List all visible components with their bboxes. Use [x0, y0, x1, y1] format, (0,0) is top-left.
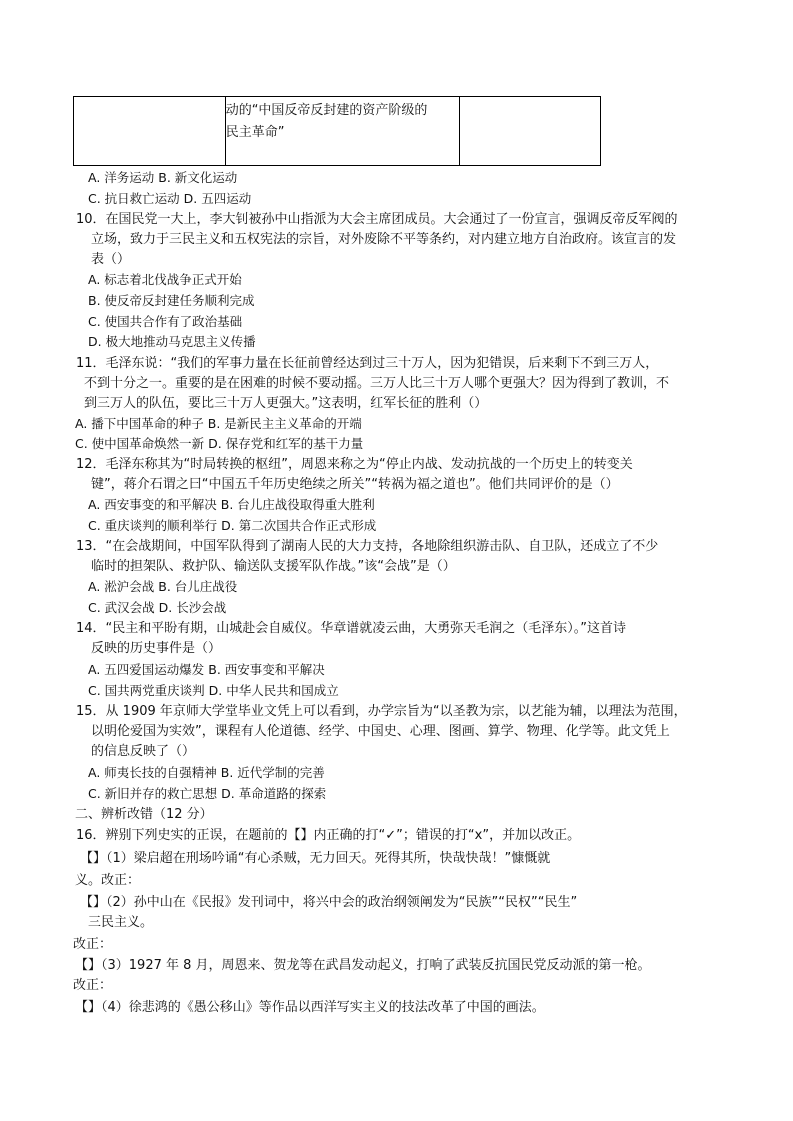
- q11-stem: 不到十分之一。重要的是在困难的时候不要动摇。三万人比三十万人哪个更强大？因为得到了教训，不: [84, 376, 670, 391]
- table-cell-line: 动的“中国反帝反封建的资产阶级的: [225, 103, 428, 118]
- q13-options-ab: A. 淞沪会战 B. 台儿庄战役: [88, 579, 238, 594]
- q10-stem: 表（）: [91, 252, 131, 267]
- q14-options-cd: C. 国共两党重庆谈判 D. 中华人民共和国成立: [88, 683, 339, 698]
- answer-table: [73, 96, 601, 166]
- q11-stem: 11．毛泽东说：“我们的军事力量在长征前曾经达到过三十万人，因为犯错误，后来剩下不到三万人，: [76, 356, 659, 371]
- q14-stem: 14．“民主和平盼有期，山城赴会自威仪。华章谱就凌云曲，大勇弥天毛润之（毛泽东）。”这首诗: [76, 621, 627, 636]
- q12-options-ab: A. 西安事变的和平解决 B. 台儿庄战役取得重大胜利: [88, 497, 375, 512]
- q16-item-1: 【】（1）梁启超在刑场吟诵“有心杀贼，无力回天。死得其所，快哉快哉！”慷慨就: [80, 851, 551, 866]
- q10-option-d: D. 极大地推动马克思主义传播: [88, 334, 256, 349]
- q10-option-c: C. 使国共合作有了政治基础: [88, 314, 243, 329]
- table-cell-text: [225, 97, 460, 166]
- q16-item-3-correction: 改正：: [73, 978, 113, 993]
- q10-option-a: A. 标志着北伐战争正式开始: [88, 272, 242, 287]
- q16-item-3: 【】（3）1927 年 8 月，周恩来、贺龙等在武昌发动起义，打响了武装反抗国民党反动派的第一枪。: [75, 958, 651, 973]
- q14-stem: 反映的历史事件是（）: [91, 641, 222, 656]
- q16-item-2-correction: 改正：: [73, 937, 113, 952]
- q16-item-2: 【】（2）孙中山在《民报》发刊词中，将兴中会的政治纲领阐发为“民族”“民权”“民生”: [80, 895, 578, 910]
- q13-stem: 临时的担架队、救护队、输送队支援军队作战。”该“会战”是（）: [91, 559, 456, 574]
- section-heading: 二、辨析改错（12 分）: [75, 807, 213, 822]
- q15-options-ab: A. 师夷长技的自强精神 B. 近代学制的完善: [88, 765, 325, 780]
- q15-stem: 的信息反映了（）: [91, 744, 196, 759]
- q14-options-ab: A. 五四爱国运动爆发 B. 西安事变和平解决: [88, 662, 325, 677]
- q16-item-4: 【】（4）徐悲鸿的《愚公移山》等作品以西洋写实主义的技法改革了中国的画法。: [75, 1000, 545, 1015]
- table-cell-empty-right: [460, 97, 601, 166]
- table-cell-line: 民主革命”: [225, 125, 285, 140]
- q9-options-cd: C. 抗日救亡运动 D. 五四运动: [88, 191, 252, 206]
- q10-stem: 10．在国民党一大上，李大钊被孙中山指派为大会主席团成员。大会通过了一份宣言，强调反帝反军阀的: [76, 212, 678, 227]
- q15-stem: 15．从 1909 年京师大学堂毕业文凭上可以看到，办学宗旨为“以圣教为宗，以艺能为辅，以理法为范围，: [76, 704, 687, 719]
- q16-item-1-correction: 义。改正：: [75, 873, 141, 888]
- q11-options-ab: A. 播下中国革命的种子 B. 是新民主主义革命的开端: [75, 416, 362, 431]
- q16-instruction: 16．辨别下列史实的正误，在题前的【】内正确的打“✓”；错误的打“x”，并加以改正。: [76, 828, 581, 843]
- q10-stem: 立场，致力于三民主义和五权宪法的宗旨，对外废除不平等条约，对内建立地方自治政府。该宣言的发: [91, 232, 677, 247]
- q13-stem: 13．“在会战期间，中国军队得到了湖南人民的大力支持，各地除组织游击队、自卫队，还成立了不少: [76, 539, 659, 554]
- q11-stem: 到三万人的队伍，要比三十万人更强大。”这表明，红军长征的胜利（）: [84, 396, 488, 411]
- q13-options-cd: C. 武汉会战 D. 长沙会战: [88, 600, 227, 615]
- q9-options-ab: A. 洋务运动 B. 新文化运动: [88, 170, 238, 185]
- q11-options-cd: C. 使中国革命焕然一新 D. 保存党和红军的基干力量: [75, 436, 364, 451]
- q10-option-b: B. 使反帝反封建任务顺利完成: [88, 293, 255, 308]
- q12-stem: 键”，蒋介石谓之曰“中国五千年历史绝续之所关”“转祸为福之道也”。他们共同评价的是（）: [91, 477, 619, 492]
- q12-options-cd: C. 重庆谈判的顺利举行 D. 第二次国共合作正式形成: [88, 518, 377, 533]
- table-cell-empty-left: [74, 97, 226, 166]
- q16-item-2-cont: 三民主义。: [88, 915, 154, 930]
- q12-stem: 12．毛泽东称其为“时局转换的枢纽”，周恩来称之为“停止内战、发动抗战的一个历史上的转变关: [76, 457, 633, 472]
- q15-options-cd: C. 新旧并存的救亡思想 D. 革命道路的探索: [88, 786, 327, 801]
- q15-stem: 以明伦爱国为实效”，课程有人伦道德、经学、中国史、心理、图画、算学、物理、化学等。此文凭上: [91, 724, 670, 739]
